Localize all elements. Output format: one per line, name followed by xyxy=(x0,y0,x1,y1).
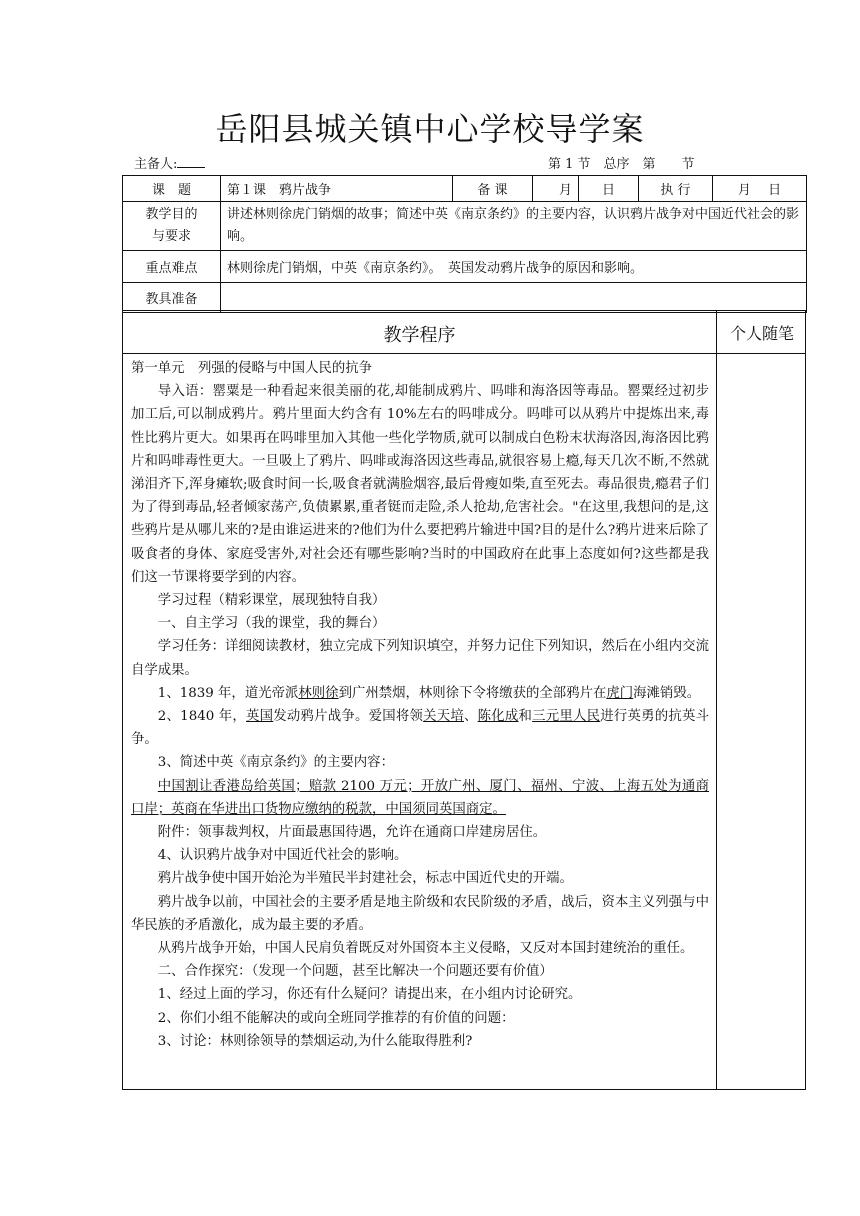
exec-label: 执 行 xyxy=(639,176,713,202)
impact-paragraph-1: 鸦片战争使中国开始沦为半殖民半封建社会，标志中国近代史的开端。 xyxy=(157,871,573,887)
question-3-answer xyxy=(131,775,709,821)
coop-question-2: 2、你们小组不能解决的或向全班同学推荐的有价值的问题： xyxy=(157,1010,515,1026)
tools-row xyxy=(123,283,807,313)
preparer-blank[interactable] xyxy=(177,155,205,168)
q1-answer-lin: 林则徐 xyxy=(298,685,339,701)
program-heading: 教学程序 xyxy=(383,325,456,346)
q1-answer-humen: 虎门 xyxy=(606,685,634,701)
key-label: 重点难点 xyxy=(123,251,221,283)
q2-text-g: 和 xyxy=(518,709,533,725)
coop-question-3: 3、讨论：林则徐领导的禁烟运动,为什么能取得胜利? xyxy=(157,1033,473,1049)
notes-heading: 个人随笔 xyxy=(729,324,794,343)
goal-value: 讲述林则徐虎门销烟的故事；简述中英《南京条约》的主要内容，认识鸦片战争对中国近代社会的影响。 xyxy=(221,202,807,251)
exec-month: 月 xyxy=(737,183,751,198)
notes-divider xyxy=(716,311,717,1089)
program-content xyxy=(131,357,709,1053)
preparer-line xyxy=(134,153,205,172)
question-2 xyxy=(131,705,709,751)
prep-label: 备 课 xyxy=(453,176,533,202)
annex-paragraph: 附件：领事裁判权，片面最惠国待遇，允许在通商口岸建房居住。 xyxy=(157,825,547,841)
unit-title: 第一单元 列强的侵略与中国人民的抗争 xyxy=(131,361,373,376)
topic-value: 第１课 鸦片战争 xyxy=(221,176,453,202)
preparer-label: 主备人: xyxy=(134,157,178,172)
prep-month: 月 xyxy=(533,176,579,202)
impact-paragraph-3: 从鸦片战争开始，中国人民肩负着既反对外国资本主义侵略，又反对本国封建统治的重任。 xyxy=(157,941,694,957)
q1-text-c: 到广州禁烟，林则徐下令将缴获的全部鸦片在 xyxy=(338,685,607,701)
key-row xyxy=(123,251,807,283)
program-box xyxy=(122,310,806,1090)
goal-label-line2: 与要求 xyxy=(151,229,191,244)
question-4: 4、认识鸦片战争对中国近代社会的影响。 xyxy=(157,848,408,864)
q2-text-c: 发动鸦片战争。爱国将领 xyxy=(273,709,424,725)
q1-text-e: 海滩销毁。 xyxy=(633,685,701,701)
prep-day: 日 xyxy=(579,176,639,202)
section-info: 第 1 节 总序 第 节 xyxy=(548,157,695,172)
topic-label: 课 题 xyxy=(123,176,221,202)
q2-text-e: 、 xyxy=(464,709,478,725)
coop-title: 二、合作探究：（发现一个问题，甚至比解决一个问题还要有价值） xyxy=(157,964,553,980)
heading-divider xyxy=(123,353,805,354)
q2-answer-guan: 关天培 xyxy=(423,709,464,725)
q2-text-a: 2、1840 年， xyxy=(157,709,246,725)
tools-label: 教具准备 xyxy=(123,283,221,313)
q2-text-i: 进行英勇的抗英斗争。 xyxy=(131,709,710,748)
process-title: 学习过程（精彩课堂，展现独特自我） xyxy=(157,593,386,609)
goal-label xyxy=(123,202,221,251)
page-title: 岳阳县城关镇中心学校导学案 xyxy=(215,110,645,148)
goal-row xyxy=(123,202,807,251)
q2-answer-sanyuanli: 三元里人民 xyxy=(532,709,601,725)
key-value: 林则徐虎门销烟，中英《南京条约》。 英国发动鸦片战争的原因和影响。 xyxy=(221,251,807,283)
topic-row xyxy=(123,176,807,202)
coop-question-1: 1、经过上面的学习，你还有什么疑问？请提出来，在小组内讨论研究。 xyxy=(157,987,582,1003)
exec-day: 日 xyxy=(768,183,782,198)
intro-paragraph: 导入语：罂粟是一种看起来很美丽的花,却能制成鸦片、吗啡和海洛因等毒品。罂粟经过初步加工后,可以制成鸦片。鸦片里面大约含有 10%左右的吗啡成分。吗啡可以从鸦片中提炼出来,毒性比鸦片更大。如果再在吗啡里加入其他一些化学物质,就可以制成白色粉末状海洛因,海洛因比鸦片和吗啡毒性更大。一旦吸上了鸦片、吗啡或海洛因这些毒品,就很容易上瘾,每天几次不断,不然就涕泪齐下,浑身瘫软;吸食时间一长,吸食者就满脸烟容,最后骨瘦如柴,直至死去。毒品很贵,瘾君子们为了得到毒品,轻者倾家荡产,负债累累,重者铤而走险,杀人抢劫,危害社会。"在这里,我想问的是,这些鸦片是从哪儿来的?是由谁运进来的?他们为什么要把鸦片输进中国?目的是什么?鸦片进来后除了吸食者的身体、家庭受害外,对社会还有哪些影响?当时的中国政府在此事上态度如何?这些都是我们这一节课将要学到的内容。 xyxy=(131,384,709,585)
task-paragraph: 学习任务：详细阅读教材，独立完成下列知识填空，并努力记住下列知识，然后在小组内交流自学成果。 xyxy=(131,639,709,678)
header-table xyxy=(122,175,807,313)
question-3: 3、简述中英《南京条约》的主要内容： xyxy=(157,755,394,771)
question-1 xyxy=(131,682,709,705)
q1-text-a: 1、1839 年，道光帝派 xyxy=(157,685,299,701)
tools-value xyxy=(221,283,807,313)
q3-answer-text: 中国割让香港岛给英国；赔款 2100 万元；开放广州、厦门、福州、宁波、上海五处为通商口岸；英商在华进出口货物应缴纳的税款，中国须同英国商定。 xyxy=(131,778,709,817)
goal-label-line1: 教学目的 xyxy=(145,207,198,222)
exec-date xyxy=(713,176,807,202)
q2-answer-chen: 陈化成 xyxy=(477,709,519,725)
self-study-title: 一、自主学习（我的课堂，我的舞台） xyxy=(157,616,386,632)
q2-answer-britain: 英国 xyxy=(246,709,274,725)
impact-paragraph-2: 鸦片战争以前，中国社会的主要矛盾是地主阶级和农民阶级的矛盾，战后，资本主义列强与中华民族的矛盾激化，成为最主要的矛盾。 xyxy=(131,894,709,933)
